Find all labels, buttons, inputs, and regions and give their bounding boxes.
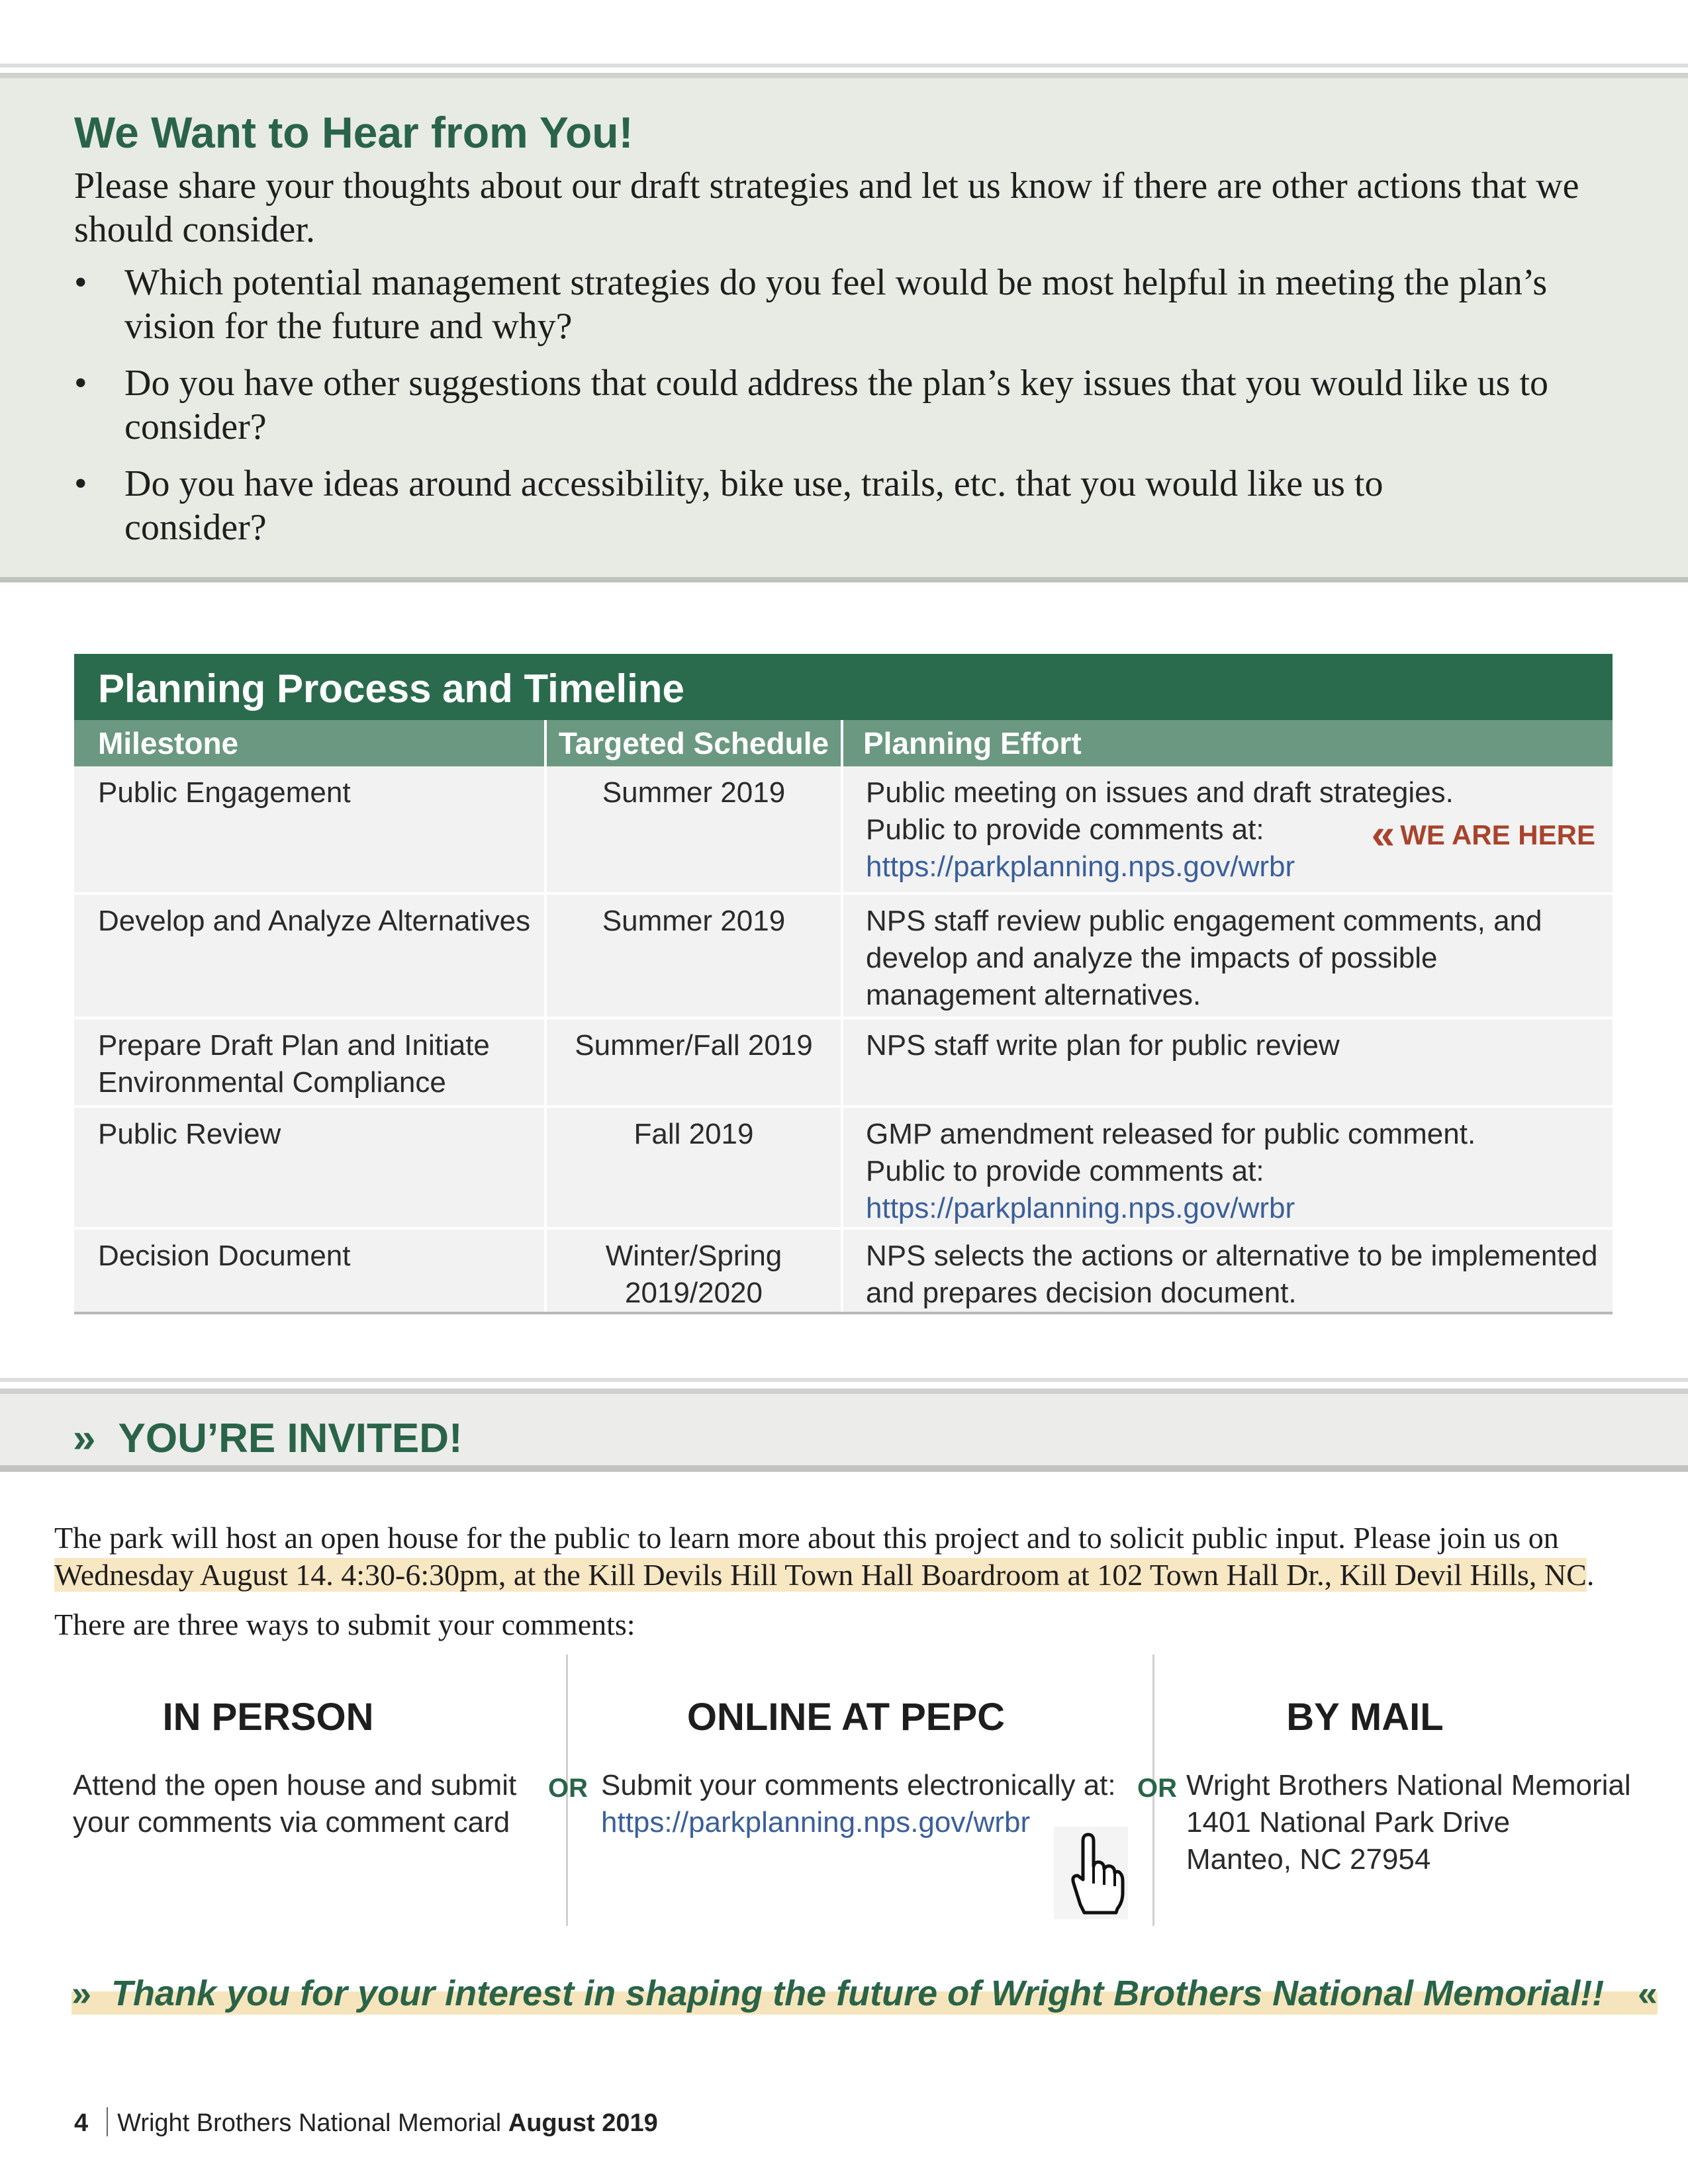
or-label: OR	[1137, 1774, 1177, 1803]
header-schedule: Targeted Schedule	[545, 720, 842, 766]
feedback-intro: Please share your thoughts about our draft strategies and let us know if there are other actions that we should consider.	[74, 165, 1579, 250]
list-item: • Do you have ideas around accessibility, bike use, trails, etc. that you would like us to consider?	[74, 463, 1383, 548]
thank-you-banner	[71, 1972, 1658, 2015]
table-row: Develop and Analyze Alternatives Summer 2019 NPS staff review public engagement comments, and develop and analyze the impacts of possible management alternatives.	[74, 893, 1613, 1018]
we-are-here-marker: « WE ARE HERE	[1371, 810, 1595, 858]
list-item: • Do you have other suggestions that could address the plan’s key issues that you would like us to consider?	[74, 363, 1549, 447]
thank-you-text: Thank you for your interest in shaping the future of Wright Brothers National Memorial!!	[111, 1974, 1605, 2013]
table-header-row	[74, 720, 1613, 766]
bullet-icon: •	[74, 262, 87, 303]
comment-link[interactable]: https://parkplanning.nps.gov/wrbr	[866, 850, 1295, 883]
comment-link[interactable]: https://parkplanning.nps.gov/wrbr	[866, 1192, 1295, 1224]
page-number: 4	[74, 2109, 89, 2137]
feedback-title: We Want to Hear from You!	[74, 108, 633, 157]
timeline-title: Planning Process and Timeline	[74, 654, 1613, 720]
table-row: Decision Document Winter/Spring 2019/2020 NPS selects the actions or alternative to be implemented and prepares decision document.	[74, 1228, 1613, 1313]
event-details: Wednesday August 14. 4:30-6:30pm, at the Kill Devils Hill Town Hall Boardroom at 102 Town Hall Dr., Kill Devil Hills, NC	[54, 1558, 1587, 1592]
feedback-section	[0, 73, 1688, 582]
or-label: OR	[548, 1774, 588, 1803]
chevron-right-icon: »	[71, 1974, 92, 2013]
table-row: Public Review Fall 2019 GMP amendment released for public comment. Public to provide comments at: https://parkplanning.nps.gov/wrbr	[74, 1107, 1613, 1228]
publication-date: August 2019	[508, 2109, 658, 2137]
online-method: ONLINE AT PEPC Submit your comments electronically at: https://parkplanning.nps.gov/wrbr	[601, 1694, 1131, 1841]
bullet-icon: •	[74, 463, 87, 504]
publication-name: Wright Brothers National Memorial	[117, 2109, 502, 2137]
timeline-table	[74, 720, 1613, 1314]
list-item: • Which potential management strategies do you feel would be most helpful in meeting the plan’s vision for the future and why?	[74, 262, 1548, 347]
chevron-left-icon: «	[1637, 1974, 1658, 2013]
invited-banner	[0, 1388, 1688, 1472]
pepc-link[interactable]: https://parkplanning.nps.gov/wrbr	[601, 1806, 1031, 1839]
page-footer	[74, 2107, 658, 2138]
bullet-icon: •	[74, 363, 87, 404]
submit-ways-text: There are three ways to submit your comments:	[54, 1608, 635, 1641]
timeline-section	[74, 654, 1613, 1314]
table-row: Public Engagement Summer 2019 Public meeting on issues and draft strategies. Public to provide comments at: https://parkplanning.nps.gov/wrbr « WE ARE HERE	[74, 766, 1613, 893]
header-effort: Planning Effort	[842, 720, 1613, 766]
online-title: ONLINE AT PEPC	[686, 1696, 1006, 1739]
invited-title: YOU’RE INVITED!	[118, 1416, 463, 1461]
chevron-right-icon: »	[73, 1416, 96, 1461]
pointer-hand-icon	[1054, 1827, 1128, 1919]
chevron-left-icon: «	[1371, 810, 1395, 858]
mail-method: BY MAIL Wright Brothers National Memorial 1401 National Park Drive Manteo, NC 27954	[1186, 1696, 1631, 1876]
table-row: Prepare Draft Plan and Initiate Environmental Compliance Summer/Fall 2019 NPS staff write plan for public review	[74, 1018, 1613, 1107]
open-house-paragraph: The park will host an open house for the public to learn more about this project and to solicit public input. Please join us on Wednesday August 14. 4:30-6:30pm, at the Kill Devils Hill Town Hall Boardroom at 102 Town Hall Dr., Kill Devil Hills, NC.	[54, 1521, 1595, 1592]
question-list	[74, 261, 1623, 563]
in-person-method: IN PERSON Attend the open house and submit your comments via comment card	[73, 1696, 517, 1839]
in-person-title: IN PERSON	[162, 1696, 374, 1739]
mail-title: BY MAIL	[1286, 1696, 1444, 1739]
header-milestone: Milestone	[74, 720, 545, 766]
divider	[107, 2107, 108, 2136]
